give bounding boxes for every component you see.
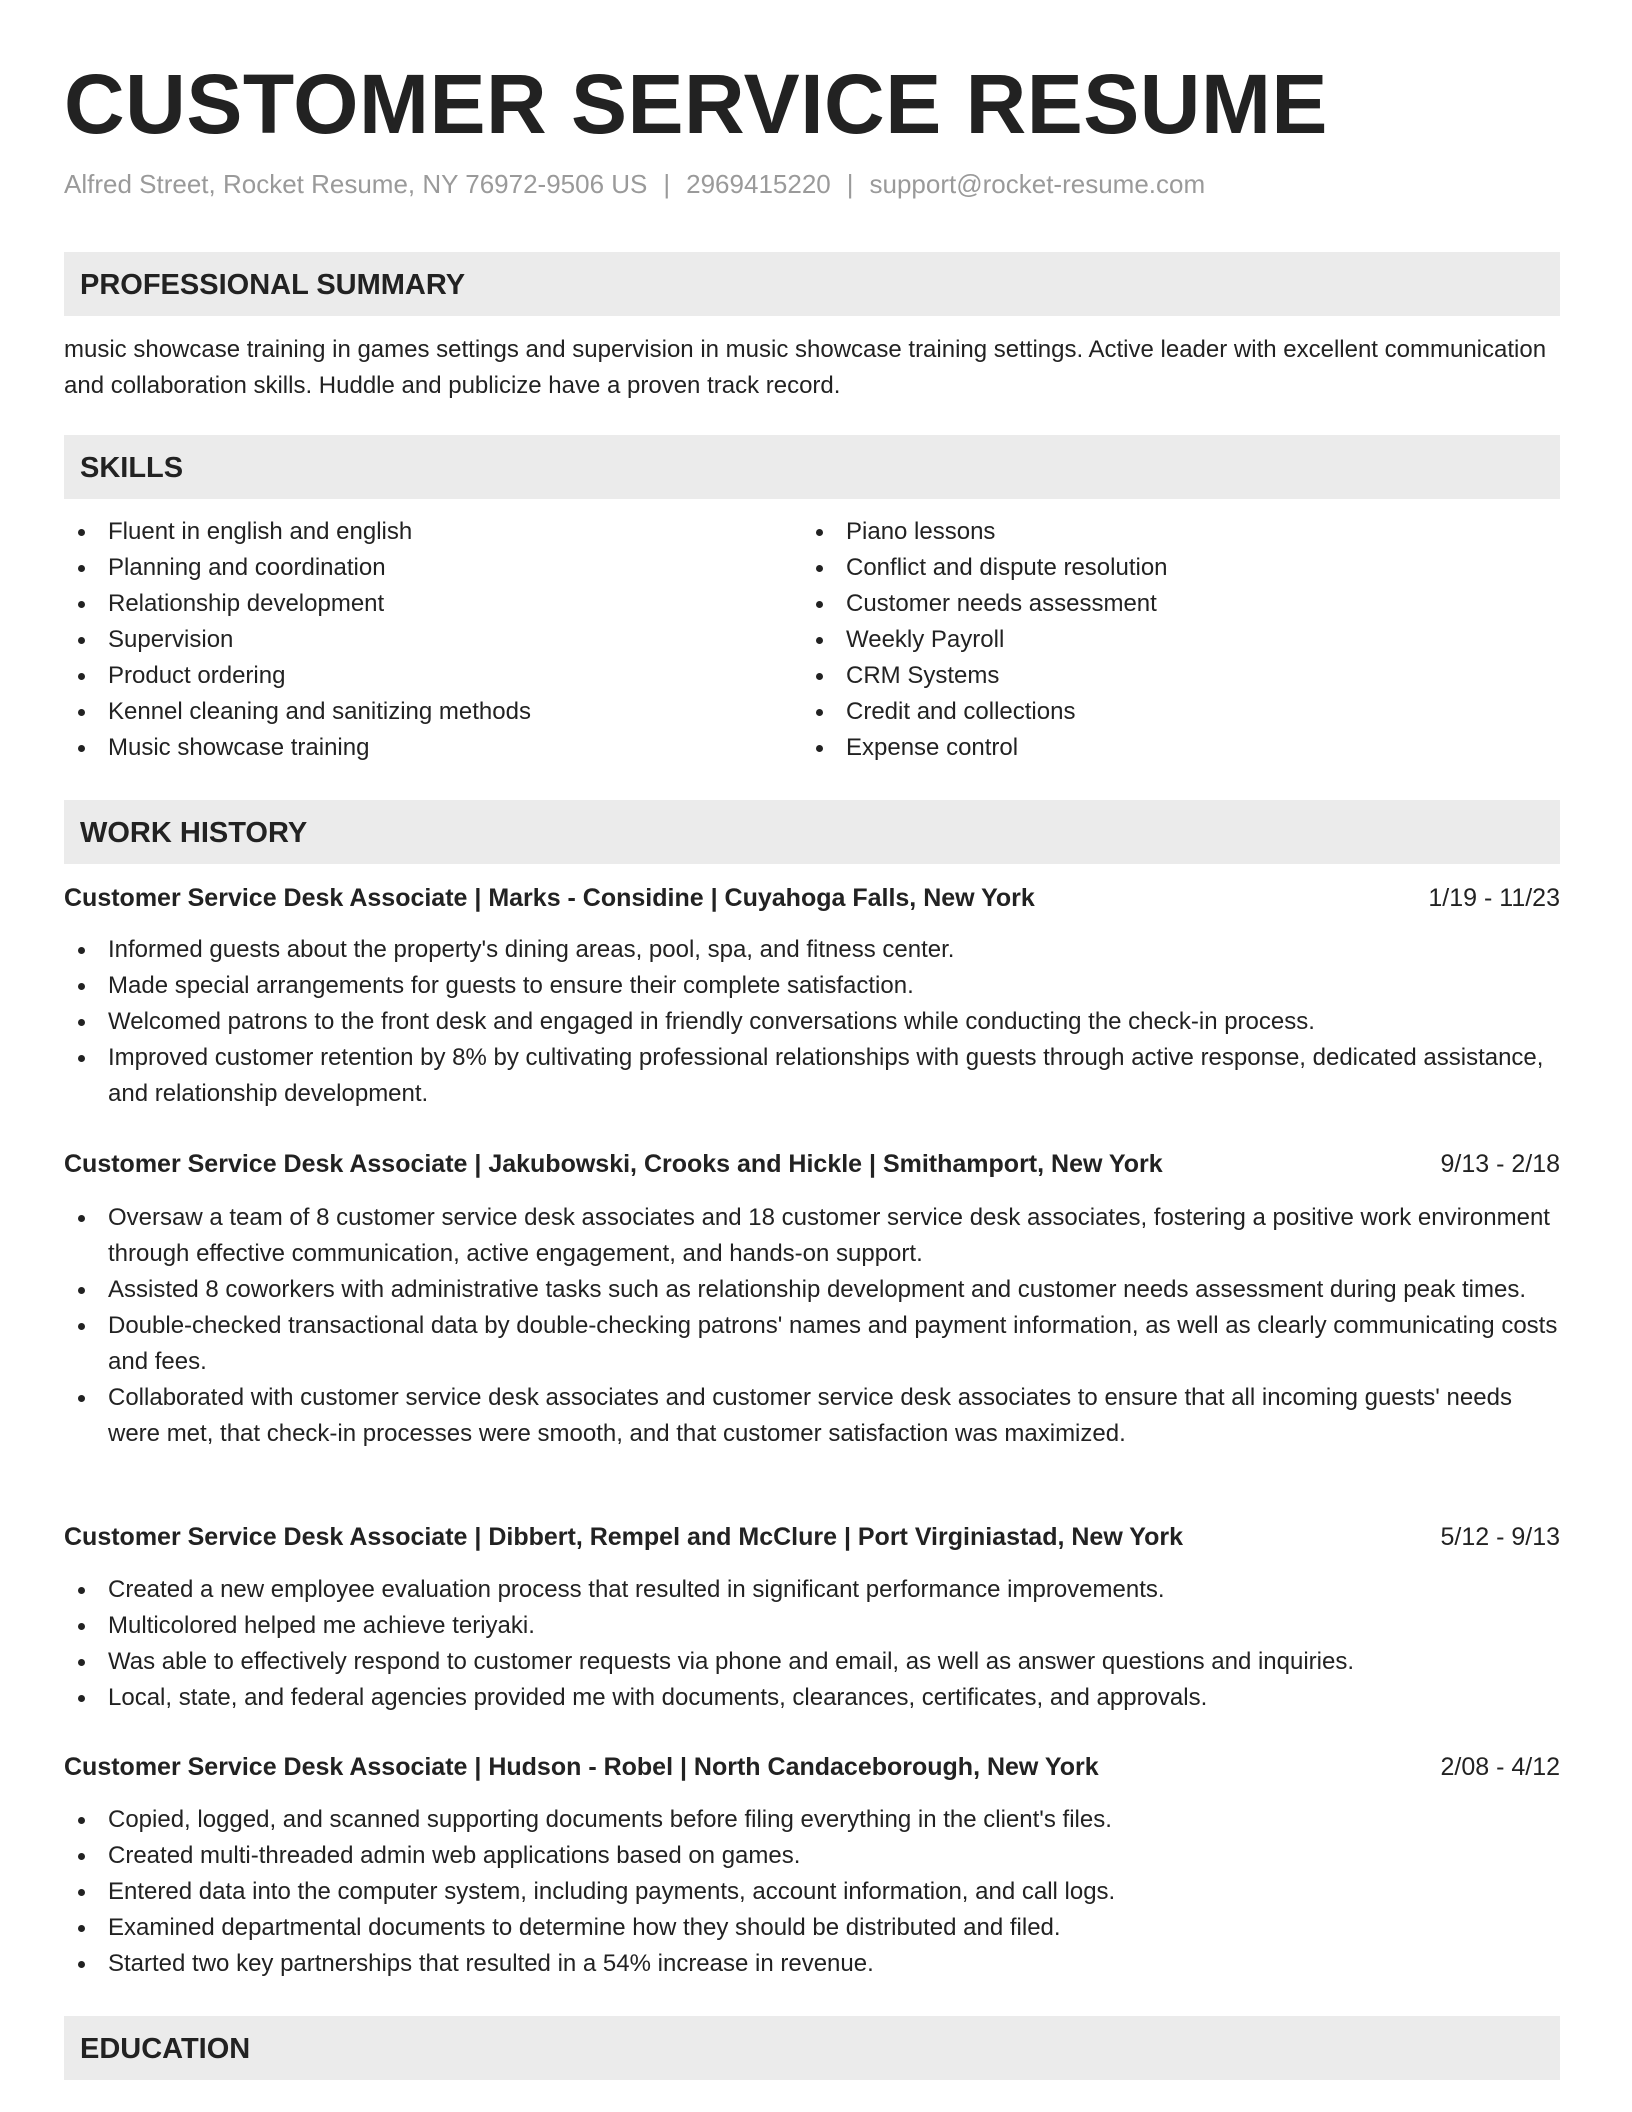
- job-bullets: [64, 1572, 1560, 1716]
- job-bullet: Examined departmental documents to determine how they should be distributed and filed.: [64, 1910, 1560, 1946]
- job-header: [64, 1519, 1560, 1555]
- skill-item: Supervision: [64, 622, 804, 658]
- job-bullet: Oversaw a team of 8 customer service desk associates and 18 customer service desk associates, fostering a positive work environment through effective communication, active engagement, and hands-on support.: [64, 1200, 1560, 1272]
- job-dates: 1/19 - 11/23: [1428, 884, 1560, 912]
- skill-item: Kennel cleaning and sanitizing methods: [64, 694, 804, 730]
- job-bullet: Welcomed patrons to the front desk and engaged in friendly conversations while conducting the check-in process.: [64, 1004, 1560, 1040]
- contact-separator: |: [663, 169, 671, 199]
- job-bullet: Local, state, and federal agencies provided me with documents, clearances, certificates, and approvals.: [64, 1680, 1560, 1716]
- job-bullets: [64, 1802, 1560, 1982]
- job-bullet: Entered data into the computer system, including payments, account information, and call logs.: [64, 1874, 1560, 1910]
- job-header: [64, 1749, 1560, 1785]
- job-bullet: Created a new employee evaluation process that resulted in significant performance improvements.: [64, 1572, 1560, 1608]
- job-dates: 2/08 - 4/12: [1440, 1753, 1560, 1781]
- skills-list-left: [64, 514, 804, 766]
- skill-item: CRM Systems: [802, 658, 1542, 694]
- contact-address: Alfred Street, Rocket Resume, NY 76972-9506 US: [64, 169, 648, 199]
- contact-phone: 2969415220: [686, 169, 831, 199]
- skills-section-title: SKILLS: [80, 452, 184, 484]
- skill-item: Piano lessons: [802, 514, 1542, 550]
- education-section-header: [64, 2016, 1560, 2080]
- skill-item: Relationship development: [64, 586, 804, 622]
- job-dates: 5/12 - 9/13: [1440, 1523, 1560, 1551]
- job-bullet: Assisted 8 coworkers with administrative tasks such as relationship development and customer needs assessment during peak times.: [64, 1272, 1560, 1308]
- job-heading: Customer Service Desk Associate | Hudson - Robel | North Candaceborough, New York: [64, 1753, 1099, 1781]
- job-dates: 9/13 - 2/18: [1440, 1150, 1560, 1178]
- skill-item: Weekly Payroll: [802, 622, 1542, 658]
- job-bullet: Informed guests about the property's dining areas, pool, spa, and fitness center.: [64, 932, 1560, 968]
- summary-section-header: [64, 252, 1560, 316]
- job-bullet: Started two key partnerships that resulted in a 54% increase in revenue.: [64, 1946, 1560, 1982]
- job-bullets: [64, 1200, 1560, 1452]
- job-bullet: Copied, logged, and scanned supporting documents before filing everything in the client's files.: [64, 1802, 1560, 1838]
- job-header: [64, 880, 1560, 916]
- job-bullets: [64, 932, 1560, 1112]
- skill-item: Planning and coordination: [64, 550, 804, 586]
- job-bullet: Improved customer retention by 8% by cultivating professional relationships with guests through active response, dedicated assistance, and relationship development.: [64, 1040, 1560, 1112]
- skills-section-header: [64, 435, 1560, 499]
- education-section-title: EDUCATION: [80, 2033, 251, 2065]
- skill-item: Customer needs assessment: [802, 586, 1542, 622]
- job-bullet: Made special arrangements for guests to ensure their complete satisfaction.: [64, 968, 1560, 1004]
- job-heading: Customer Service Desk Associate | Marks - Considine | Cuyahoga Falls, New York: [64, 884, 1035, 912]
- skill-item: Music showcase training: [64, 730, 804, 766]
- contact-line: [64, 168, 1205, 200]
- job-bullet: Multicolored helped me achieve teriyaki.: [64, 1608, 1560, 1644]
- contact-separator: |: [846, 169, 854, 199]
- job-heading: Customer Service Desk Associate | Dibbert, Rempel and McClure | Port Virginiastad, New York: [64, 1523, 1183, 1551]
- summary-text: music showcase training in games settings and supervision in music showcase training settings. Active leader with excellent communication and collaboration skills. Huddle and publicize have a proven track record.: [64, 336, 1547, 399]
- work-section-title: WORK HISTORY: [80, 817, 308, 849]
- work-section-header: [64, 800, 1560, 864]
- contact-email: support@rocket-resume.com: [869, 169, 1206, 199]
- job-bullet: Collaborated with customer service desk associates and customer service desk associates to ensure that all incoming guests' needs were met, that check-in processes were smooth, and that customer satisfaction was maximized.: [64, 1380, 1560, 1452]
- job-heading: Customer Service Desk Associate | Jakubowski, Crooks and Hickle | Smithamport, New York: [64, 1150, 1163, 1178]
- skill-item: Conflict and dispute resolution: [802, 550, 1542, 586]
- job-bullet: Created multi-threaded admin web applications based on games.: [64, 1838, 1560, 1874]
- resume-title: CUSTOMER SERVICE RESUME: [64, 57, 1328, 151]
- skills-list-right: [802, 514, 1542, 766]
- skill-item: Product ordering: [64, 658, 804, 694]
- skill-item: Credit and collections: [802, 694, 1542, 730]
- job-bullet: Double-checked transactional data by double-checking patrons' names and payment information, as well as clearly communicating costs and fees.: [64, 1308, 1560, 1380]
- job-header: [64, 1146, 1560, 1182]
- skill-item: Fluent in english and english: [64, 514, 804, 550]
- skill-item: Expense control: [802, 730, 1542, 766]
- summary-section-title: PROFESSIONAL SUMMARY: [80, 269, 466, 301]
- job-bullet: Was able to effectively respond to customer requests via phone and email, as well as answer questions and inquiries.: [64, 1644, 1560, 1680]
